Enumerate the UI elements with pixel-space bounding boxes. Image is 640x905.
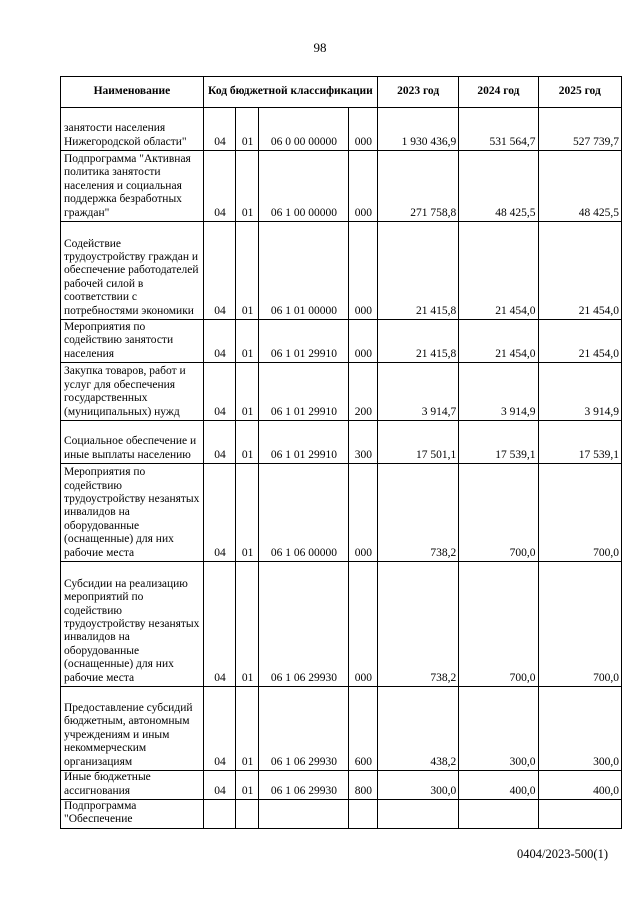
row-section-code: 04	[203, 421, 235, 464]
header-2025: 2025 год	[538, 77, 621, 108]
row-value-2024: 21 454,0	[459, 320, 538, 363]
row-subsection-code: 01	[236, 464, 259, 562]
row-target-article-code: 06 1 01 00000	[259, 222, 349, 320]
row-value-2024: 300,0	[459, 687, 538, 771]
row-value-2023	[377, 800, 458, 829]
table-row	[61, 363, 622, 421]
row-expense-type-code: 800	[348, 771, 377, 800]
row-value-2024: 700,0	[459, 464, 538, 562]
row-name: занятости населения Нижегородской области"	[61, 108, 204, 151]
row-name: Предоставление субсидий бюджетным, автономным учреждениям и иным некоммерческим организациям	[61, 687, 204, 771]
row-subsection-code: 01	[236, 687, 259, 771]
table-row	[61, 320, 622, 363]
row-value-2023: 300,0	[377, 771, 458, 800]
row-value-2024: 400,0	[459, 771, 538, 800]
row-value-2025: 21 454,0	[538, 222, 621, 320]
row-expense-type-code: 600	[348, 687, 377, 771]
row-section-code: 04	[203, 771, 235, 800]
document-code: 0404/2023-500(1)	[517, 847, 608, 861]
table-row	[61, 687, 622, 771]
row-name: Подпрограмма "Активная политика занятости населения и социальная поддержка безработных граждан"	[61, 151, 204, 222]
row-subsection-code: 01	[236, 320, 259, 363]
row-value-2025: 17 539,1	[538, 421, 621, 464]
row-subsection-code: 01	[236, 562, 259, 687]
row-expense-type-code: 000	[348, 562, 377, 687]
row-expense-type-code: 300	[348, 421, 377, 464]
row-section-code: 04	[203, 222, 235, 320]
table-header-row	[61, 77, 622, 108]
row-target-article-code: 06 0 00 00000	[259, 108, 349, 151]
row-value-2025: 3 914,9	[538, 363, 621, 421]
row-name: Иные бюджетные ассигнования	[61, 771, 204, 800]
row-subsection-code: 01	[236, 421, 259, 464]
table-row	[61, 421, 622, 464]
row-name: Мероприятия по содействию занятости населения	[61, 320, 204, 363]
row-value-2025: 700,0	[538, 464, 621, 562]
header-code: Код бюджетной классификации	[203, 77, 377, 108]
table-row	[61, 464, 622, 562]
row-value-2024: 3 914,9	[459, 363, 538, 421]
row-name: Мероприятия по содействию трудоустройству незанятых инвалидов на оборудованные (оснащенные) для них рабочие места	[61, 464, 204, 562]
row-name: Содействие трудоустройству граждан и обеспечение работодателей рабочей силой в соответствии с потребностями экономики	[61, 222, 204, 320]
table-row	[61, 108, 622, 151]
row-value-2025: 48 425,5	[538, 151, 621, 222]
row-value-2024: 531 564,7	[459, 108, 538, 151]
table-row	[61, 800, 622, 829]
row-target-article-code: 06 1 06 29930	[259, 771, 349, 800]
row-value-2025: 400,0	[538, 771, 621, 800]
row-value-2025: 700,0	[538, 562, 621, 687]
header-name: Наименование	[61, 77, 204, 108]
row-subsection-code	[236, 800, 259, 829]
row-value-2024: 48 425,5	[459, 151, 538, 222]
row-expense-type-code: 200	[348, 363, 377, 421]
page-number: 98	[313, 40, 327, 55]
row-target-article-code	[259, 800, 349, 829]
row-value-2023: 21 415,8	[377, 320, 458, 363]
row-target-article-code: 06 1 00 00000	[259, 151, 349, 222]
row-value-2023: 271 758,8	[377, 151, 458, 222]
row-value-2024	[459, 800, 538, 829]
row-value-2025: 300,0	[538, 687, 621, 771]
row-target-article-code: 06 1 06 29930	[259, 687, 349, 771]
row-target-article-code: 06 1 06 29930	[259, 562, 349, 687]
row-target-article-code: 06 1 06 00000	[259, 464, 349, 562]
row-expense-type-code: 000	[348, 464, 377, 562]
row-name: Субсидии на реализацию мероприятий по содействию трудоустройству незанятых инвалидов на оборудованные (оснащенные) для них рабочие места	[61, 562, 204, 687]
row-value-2024: 21 454,0	[459, 222, 538, 320]
row-value-2023: 17 501,1	[377, 421, 458, 464]
row-value-2023: 3 914,7	[377, 363, 458, 421]
row-name: Подпрограмма "Обеспечение	[61, 800, 204, 829]
row-expense-type-code: 000	[348, 108, 377, 151]
row-value-2023: 738,2	[377, 562, 458, 687]
row-section-code: 04	[203, 464, 235, 562]
row-section-code	[203, 800, 235, 829]
row-target-article-code: 06 1 01 29910	[259, 320, 349, 363]
row-expense-type-code: 000	[348, 222, 377, 320]
row-value-2023: 438,2	[377, 687, 458, 771]
table-row	[61, 151, 622, 222]
row-subsection-code: 01	[236, 151, 259, 222]
row-section-code: 04	[203, 320, 235, 363]
row-value-2024: 700,0	[459, 562, 538, 687]
row-subsection-code: 01	[236, 771, 259, 800]
row-value-2025: 527 739,7	[538, 108, 621, 151]
table-row	[61, 562, 622, 687]
row-subsection-code: 01	[236, 222, 259, 320]
header-2024: 2024 год	[459, 77, 538, 108]
row-subsection-code: 01	[236, 108, 259, 151]
table-row	[61, 771, 622, 800]
row-value-2023: 1 930 436,9	[377, 108, 458, 151]
row-target-article-code: 06 1 01 29910	[259, 363, 349, 421]
row-expense-type-code: 000	[348, 320, 377, 363]
row-value-2025	[538, 800, 621, 829]
row-section-code: 04	[203, 151, 235, 222]
budget-table	[60, 76, 622, 829]
row-section-code: 04	[203, 687, 235, 771]
row-expense-type-code	[348, 800, 377, 829]
row-section-code: 04	[203, 562, 235, 687]
row-target-article-code: 06 1 01 29910	[259, 421, 349, 464]
row-value-2024: 17 539,1	[459, 421, 538, 464]
row-name: Социальное обеспечение и иные выплаты населению	[61, 421, 204, 464]
row-expense-type-code: 000	[348, 151, 377, 222]
table-row	[61, 222, 622, 320]
row-section-code: 04	[203, 363, 235, 421]
row-value-2025: 21 454,0	[538, 320, 621, 363]
row-section-code: 04	[203, 108, 235, 151]
row-subsection-code: 01	[236, 363, 259, 421]
row-name: Закупка товаров, работ и услуг для обеспечения государственных (муниципальных) нужд	[61, 363, 204, 421]
table-body	[61, 108, 622, 829]
row-value-2023: 21 415,8	[377, 222, 458, 320]
row-value-2023: 738,2	[377, 464, 458, 562]
header-2023: 2023 год	[377, 77, 458, 108]
